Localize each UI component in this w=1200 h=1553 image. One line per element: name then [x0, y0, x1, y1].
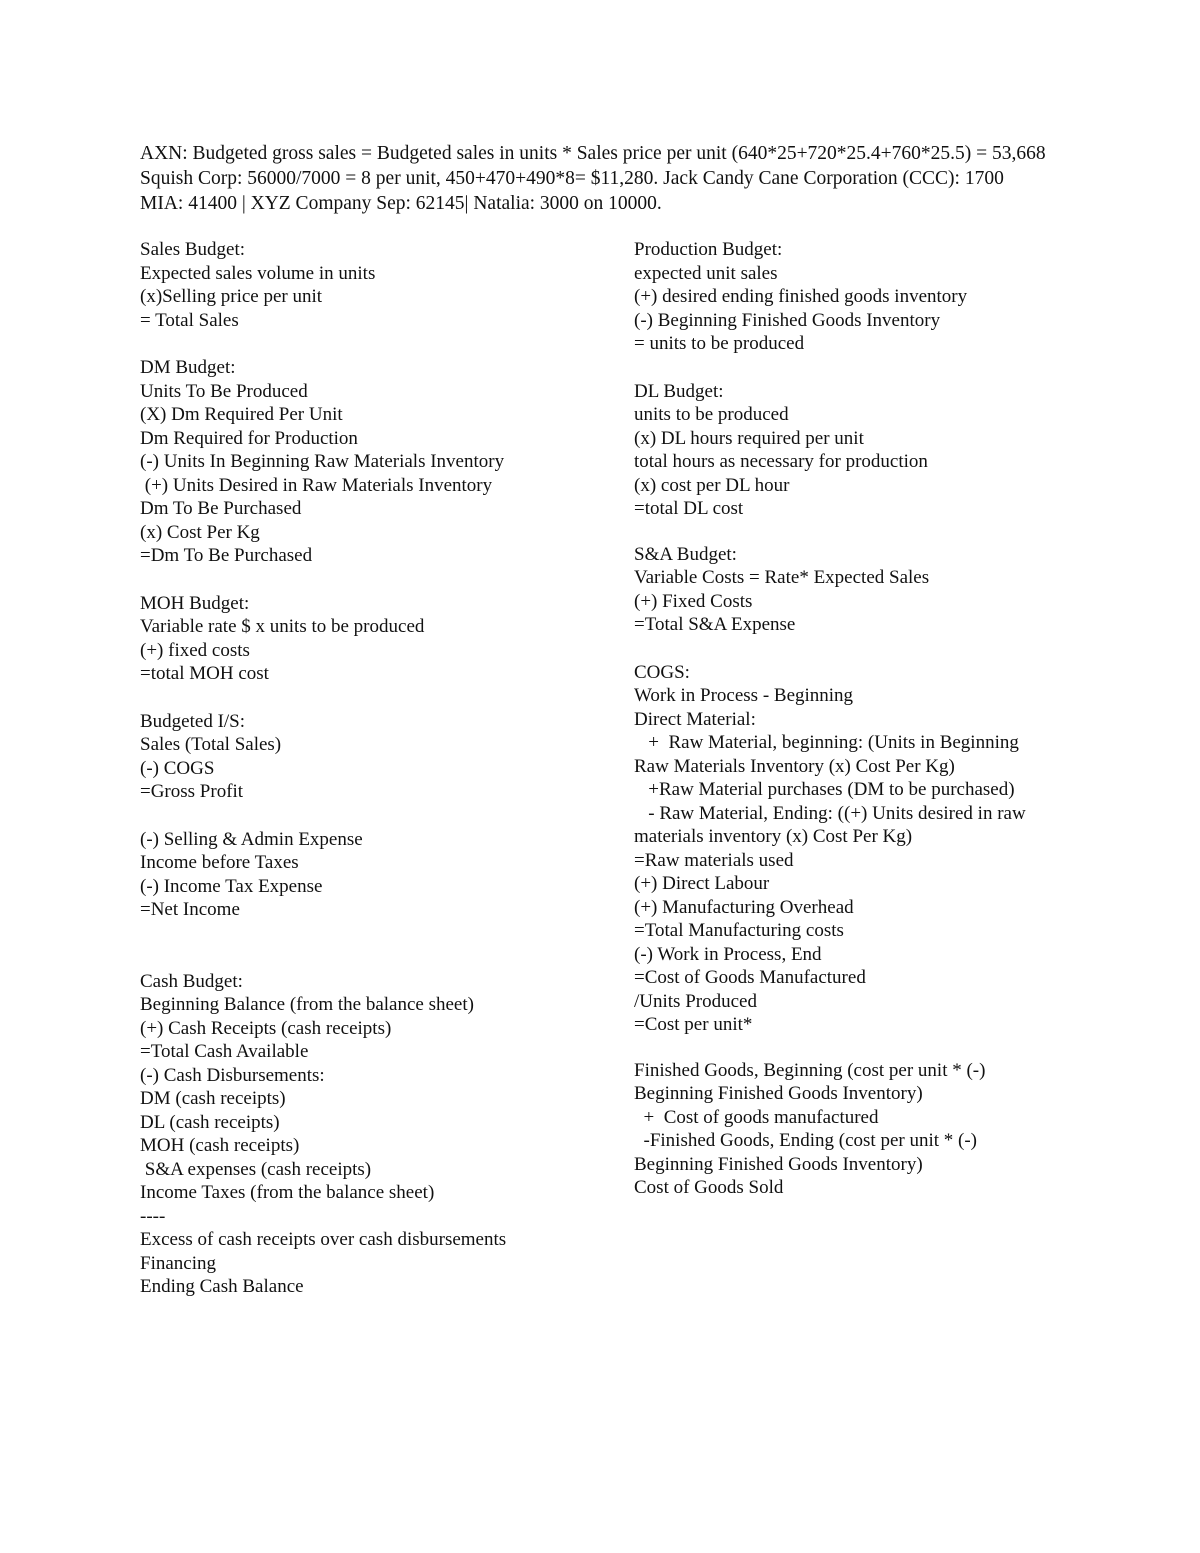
section-title: Sales Budget:: [140, 239, 246, 260]
section-line: Income before Taxes: [140, 852, 299, 873]
section-title: Production Budget:: [634, 239, 783, 260]
section-line: - Raw Material, Ending: ((+) Units desired in raw: [634, 802, 1026, 824]
section-title: Budgeted I/S:: [140, 710, 246, 732]
finished-goods-section: [634, 1059, 1084, 1200]
section-line: (x)Selling price per unit: [140, 286, 323, 307]
section-line: Direct Material:: [634, 708, 756, 730]
section-line: (x) cost per DL hour: [634, 474, 790, 496]
section-line: Beginning Finished Goods Inventory): [634, 1083, 923, 1104]
section-line: S&A expenses (cash receipts): [140, 1158, 372, 1180]
section-line: Units To Be Produced: [140, 380, 308, 402]
section-line: (+) Manufacturing Overhead: [634, 896, 854, 918]
section-line: /Units Produced: [634, 990, 757, 1012]
intro-paragraph: [140, 141, 1070, 216]
section-line: Expected sales volume in units: [140, 262, 376, 284]
section-title: DM Budget:: [140, 357, 236, 378]
section-line: =total DL cost: [634, 498, 744, 519]
income-statement-continued: [140, 828, 610, 922]
section-line: materials inventory (x) Cost Per Kg): [634, 826, 913, 847]
section-line: =Dm To Be Purchased: [140, 545, 313, 566]
income-statement-section: [140, 710, 610, 804]
dm-budget-section: [140, 356, 610, 568]
section-line: + Cost of goods manufactured: [634, 1106, 879, 1128]
section-line: Ending Cash Balance: [140, 1276, 304, 1297]
section-line: Financing: [140, 1252, 216, 1274]
section-title: Cash Budget:: [140, 970, 243, 992]
section-line: =Total Cash Available: [140, 1041, 309, 1062]
section-line: Beginning Finished Goods Inventory): [634, 1153, 923, 1175]
intro-line: MIA: 41400 | XYZ Company Sep: 62145| Natalia: 3000 on 10000.: [140, 193, 662, 214]
section-line: Excess of cash receipts over cash disbursements: [140, 1229, 507, 1250]
section-line: units to be produced: [634, 404, 789, 425]
section-line: +Raw Material purchases (DM to be purchased): [634, 779, 1015, 800]
section-line: (x) Cost Per Kg: [140, 521, 260, 543]
section-line: =Raw materials used: [634, 849, 794, 871]
section-title: S&A Budget:: [634, 543, 737, 565]
intro-line: AXN: Budgeted gross sales = Budgeted sales in units * Sales price per unit (640*25+720*25.4+760*25.5) = 53,668: [140, 143, 1046, 164]
section-line: (+) Direct Labour: [634, 873, 770, 894]
section-line: expected unit sales: [634, 262, 778, 284]
section-line: (+) Cash Receipts (cash receipts): [140, 1017, 392, 1039]
section-line: Finished Goods, Beginning (cost per unit * (-): [634, 1059, 986, 1081]
section-line: (-) Work in Process, End: [634, 943, 822, 965]
section-line: (-) Income Tax Expense: [140, 875, 323, 897]
section-title: MOH Budget:: [140, 592, 250, 614]
moh-budget-section: [140, 592, 610, 686]
section-line: =Total Manufacturing costs: [634, 920, 844, 941]
section-line: Variable Costs = Rate* Expected Sales: [634, 567, 930, 588]
section-line: (-) Selling & Admin Expense: [140, 828, 363, 850]
intro-line: Squish Corp: 56000/7000 = 8 per unit, 450+470+490*8= $11,280. Jack Candy Cane Corporation (CCC): 1700: [140, 168, 1004, 189]
section-line: ----: [140, 1205, 166, 1227]
section-line: (+) desired ending finished goods inventory: [634, 286, 968, 307]
section-line: (+) Fixed Costs: [634, 590, 753, 612]
section-title: COGS:: [634, 661, 690, 683]
section-line: =Total S&A Expense: [634, 614, 796, 635]
sales-budget-section: [140, 238, 610, 332]
section-line: (+) fixed costs: [140, 639, 250, 661]
section-line: (X) Dm Required Per Unit: [140, 404, 343, 425]
section-line: Dm To Be Purchased: [140, 498, 302, 519]
section-line: = units to be produced: [634, 333, 805, 354]
left-column: [140, 238, 610, 1299]
section-line: DL (cash receipts): [140, 1111, 280, 1133]
section-line: = Total Sales: [140, 309, 239, 331]
section-line: (-) Cash Disbursements:: [140, 1064, 325, 1086]
section-line: Sales (Total Sales): [140, 734, 282, 755]
cash-budget-section: [140, 970, 610, 1299]
section-line: Work in Process - Beginning: [634, 685, 854, 706]
section-line: Raw Materials Inventory (x) Cost Per Kg): [634, 755, 955, 777]
right-column: [634, 238, 1084, 1200]
section-line: (-) Units In Beginning Raw Materials Inventory: [140, 451, 505, 472]
section-line: + Raw Material, beginning: (Units in Beginning: [634, 732, 1019, 753]
section-title: DL Budget:: [634, 380, 724, 402]
section-line: (-) COGS: [140, 757, 215, 779]
production-budget-section: [634, 238, 1084, 356]
section-line: =Cost of Goods Manufactured: [634, 967, 866, 988]
section-line: MOH (cash receipts): [140, 1135, 300, 1156]
section-line: =Gross Profit: [140, 781, 244, 802]
dl-budget-section: [634, 380, 1084, 521]
section-line: Beginning Balance (from the balance sheet): [140, 994, 474, 1015]
section-line: Income Taxes (from the balance sheet): [140, 1182, 435, 1203]
section-line: DM (cash receipts): [140, 1088, 286, 1109]
section-line: Dm Required for Production: [140, 427, 358, 449]
section-line: (+) Units Desired in Raw Materials Inventory: [140, 474, 493, 496]
section-line: =Cost per unit*: [634, 1014, 753, 1035]
section-line: -Finished Goods, Ending (cost per unit * (-): [634, 1130, 978, 1151]
cogs-section: [634, 661, 1084, 1037]
sa-budget-section: [634, 543, 1084, 637]
section-line: total hours as necessary for production: [634, 451, 928, 472]
section-line: =total MOH cost: [140, 663, 269, 684]
section-line: (-) Beginning Finished Goods Inventory: [634, 309, 941, 331]
section-line: Variable rate $ x units to be produced: [140, 616, 425, 637]
section-line: =Net Income: [140, 899, 240, 920]
section-line: Cost of Goods Sold: [634, 1177, 784, 1198]
section-line: (x) DL hours required per unit: [634, 427, 864, 449]
